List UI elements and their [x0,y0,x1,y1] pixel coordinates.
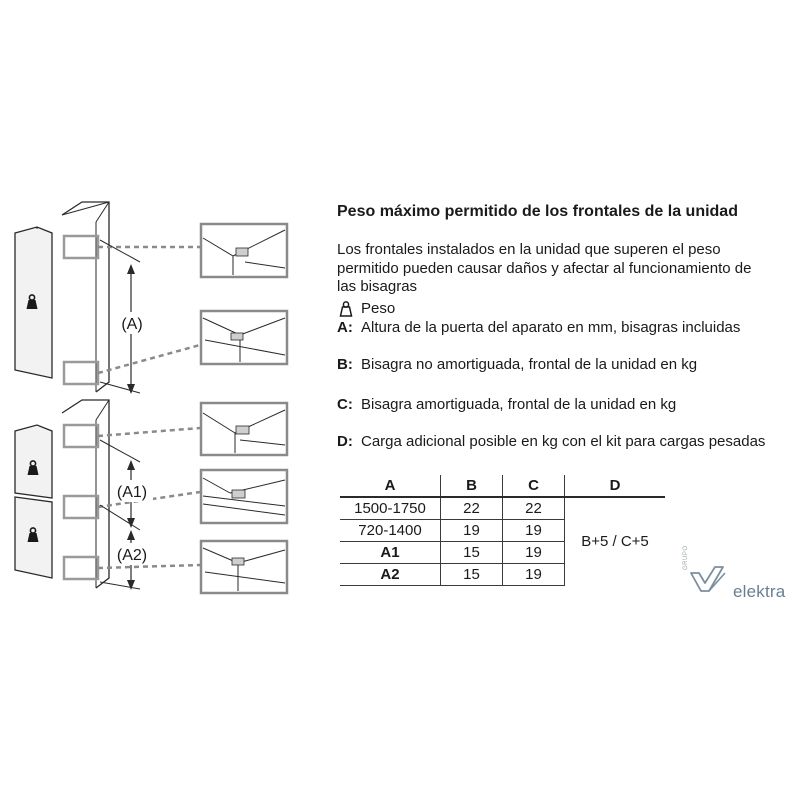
legend-b-key: B: [337,356,353,373]
cell-b: 15 [441,542,503,564]
legend-d-text: Carga adicional posible en kg con el kit para cargas pesadas [361,433,766,450]
brand-logo [683,545,795,601]
installation-diagram [0,0,335,800]
brand-name: elektra [733,582,786,601]
weight-icon [339,301,353,317]
cell-height: 1500-1750 [340,497,441,520]
hinge-callout-2 [201,311,287,364]
cell-c: 22 [503,497,565,520]
hinge-highlight-top [64,236,98,258]
page-title: Peso máximo permitido de los frontales de la unidad [337,203,738,220]
legend-a-key: A: [337,319,353,336]
label-a1: (A1) [116,484,148,501]
intro-text: Los frontales instalados en la unidad que superen el peso permitido pueden causar daños y afectar al funcionamiento de las bisagras [337,241,752,295]
cell-height: 720-1400 [340,520,441,542]
hinge-callout-5 [201,541,287,593]
elektra-logo-icon [685,561,735,601]
cell-b: 19 [441,520,503,542]
weight-table [340,475,665,586]
header-d: D [565,475,666,497]
cell-height: A2 [340,564,441,586]
hinge-highlight-bottom [64,362,98,384]
legend-c-key: C: [337,396,353,413]
dimension-labels [111,312,153,565]
legend-c-text: Bisagra amortiguada, frontal de la unidad en kg [361,396,677,413]
header-a: A [340,475,441,497]
legend-b-text: Bisagra no amortiguada, frontal de la unidad en kg [361,356,698,373]
cell-b: 22 [441,497,503,520]
label-a: (A) [121,316,143,333]
legend-a [337,319,777,338]
legend-c [337,396,777,415]
cell-b: 15 [441,564,503,586]
cell-c: 19 [503,564,565,586]
cell-d-value: B+5 / C+5 [565,497,666,586]
hinge-callout-3 [201,403,287,455]
hinge-callout-1 [201,224,287,277]
cell-c: 19 [503,542,565,564]
legend-d-key: D: [337,433,353,450]
cell-height: A1 [340,542,441,564]
legend-weight [337,300,777,319]
table-row [340,497,665,520]
table-header-row [340,475,665,497]
legend-a-text: Altura de la puerta del aparato en mm, bisagras incluidas [361,319,741,336]
brand-sub: GRUPO [683,545,689,570]
cell-c: 19 [503,520,565,542]
single-door-diagram [15,202,200,394]
header-c: C [503,475,565,497]
legend-d [337,433,777,452]
label-a2: (A2) [116,547,148,564]
hinge-callout-4 [201,470,287,523]
double-door-diagram [15,400,200,590]
legend-weight-text: Peso [361,300,396,317]
legend-b [337,356,777,375]
header-b: B [441,475,503,497]
